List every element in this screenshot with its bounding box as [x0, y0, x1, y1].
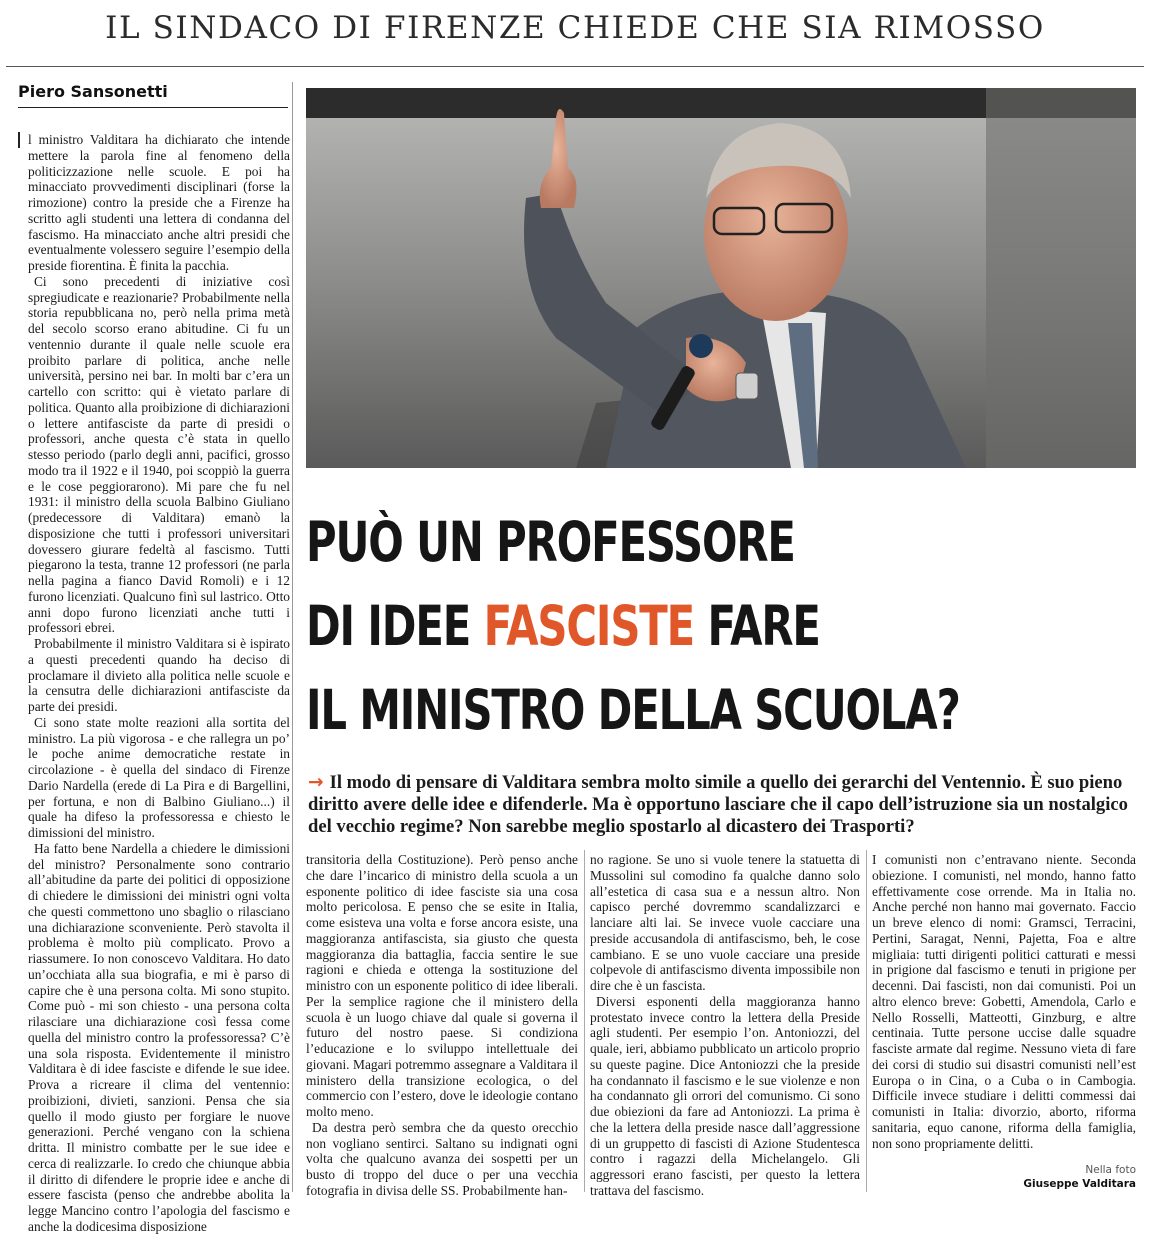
top-rule: [6, 66, 1144, 67]
article-column-1: [18, 132, 290, 1235]
paragraph: no ragione. Se uno si vuole tenere la statuetta di Mussolini sul comodino fa qualche danno solo all’estetica di casa sua e a nessun altro. Non capisco perché dovremmo scandalizzarci e lanciare alti lai. Se invece vuole cacciare una preside accusandola di antifascismo, beh, le cose cambiano. E se uno vuole cacciare una preside colpevole di antifascismo diventa impossibile non dire che è un fascista.: [590, 852, 860, 993]
column-divider: [292, 82, 293, 1192]
headline-text: DI IDEE: [306, 594, 484, 658]
paragraph: l ministro Valditara ha dichiarato che intende mettere la parola fine al fenomeno della politicizzazione nelle scuole. E poi ha minacciato provvedimenti disciplinari (forse la rimozione) contro la preside che a Firenze ha scritto agli studenti una lettera di condanna del fascismo. Ha minacciato anche altri presidi che eventualmente volessero seguire l’esempio della preside fiorentina. È finita la pacchia.: [28, 132, 290, 273]
headline-line-3: IL MINISTRO DELLA SCUOLA?: [306, 678, 960, 742]
author-rule: [18, 107, 288, 108]
article-column-2: [306, 852, 578, 1199]
column-divider: [584, 850, 585, 1192]
kicker: IL SINDACO DI FIRENZE CHIEDE CHE SIA RIMOSSO: [105, 10, 1045, 46]
article-column-3: [590, 852, 860, 1199]
photo-caption: [1023, 1163, 1136, 1191]
paragraph: Diversi esponenti della maggioranza hanno protestato invece contro la lettera della Preside agli studenti. Per esempio l’on. Antoniozzi, del quale, ieri, abbiamo pubblicato un articolo proprio su queste pagine. Dice Antoniozzi che la preside ha condannato il fascismo e le sue violenze e non ha condannato gli orrori del comunismo. Ci sono due obiezioni da fare ad Antoniozzi. La prima è che la lettera della preside nasce dall’aggressione di un gruppetto di fascisti di Azione Studentesca contro i ragazzi della Michelangelo. Gli aggressori erano fascisti, per questo la lettera trattava del fascismo.: [590, 993, 860, 1198]
subheadline: [308, 772, 1138, 838]
column-divider: [866, 850, 867, 1192]
paragraph: transitoria della Costituzione). Però penso anche che dare l’incarico di ministro della scuola a un esponente politico di idee fasciste sia una cosa molto pericolosa. E penso che se esite in Italia, come esisteva una volta e forse ancora esiste, una maggioranza antifascista, sia giusto che questa maggioranza dia battaglia, faccia sentire le sue ragioni e chieda e ottenga la sostituzione del ministro con un esponente politico di idee liberali. Per la semplice ragione che il ministero della scuola è un luogo chiave dal quale si governa il futuro del nostro paese. Si condiziona l’educazione e lo sviluppo intellettuale dei giovani. Magari potremmo assegnare a Valditara il ministero della transizione ecologica, o del commercio con l’estero, dove le ideologie contano molto meno.: [306, 852, 578, 1119]
photo-giuseppe-valditara: [306, 88, 1136, 468]
headline: [306, 500, 1142, 752]
headline-highlight: FASCISTE: [483, 594, 695, 658]
subheadline-text: Il modo di pensare di Valditara sembra molto simile a quello dei gerarchi del Ventennio. È suo pieno diritto avere delle idee e difenderle. Ma è opportuno lasciare che il capo dell’istruzione sia un nostalgico del vecchio regime? Non sarebbe meglio spostarlo al dicastero dei Trasporti?: [308, 772, 1128, 837]
caption-name: Giuseppe Valditara: [1023, 1178, 1136, 1190]
paragraph: I comunisti non c’entravano niente. Seconda obiezione. I comunisti, nel mondo, hanno fatto effettivamente cose orrende. Ma in Italia no. Anche perché non hanno mai governato. Faccio un breve elenco di nomi: Gramsci, Terracini, Pertini, Saragat, Nenni, Pajetta, Foa e altre migliaia: tutti dirigenti politici catturati e messi in prigione dal fascismo e tenuti in prigione per decenni. Dai fascisti, non dai comunisti. Poi un altro elenco breve: Gobetti, Amendola, Carlo e Nello Rosselli, Matteotti, Ginzburg, e altre centinaia. Tutte persone uccise dalle squadre fasciste armate dal regime. Nessuno vieta di fare dei corsi di studio sui disastri comunisti nell’est Europa o in Cina, o a Cuba o in Cambogia. Difficile invece studiare i delitti commessi dai comunisti in Italia: divorzio, aborto, riforma sanitaria, equo canone, riforma della famiglia, non sono propriamente delitti.: [872, 852, 1136, 1151]
paragraph: Ci sono precedenti di iniziative così spregiudicate e reazionarie? Probabilmente nella storia repubblicana no, però nella prima metà del secolo scorso erano abitudine. Ci fu un ventennio durante il quale nelle scuole era proibito parlare di politica, anche nelle università, persino nei bar. In molti bar c’era un cartello con scritto: qui è vietato parlare di politica. Quanto alla proibizione di dichiarazioni o lettere antifasciste da parte di presidi o professori, anche questa c’è stata in quello stesso periodo (parlo degli anni, pacifici, grosso modo tra il 1922 e il 1940, poi scoppiò la guerra e le cose peggiorarono). Mi pare che fu nel 1931: il ministro della scuola Balbino Giuliano (predecessore di Valditara) emanò la disposizione che tutti i professori universitari dovessero giurare fedeltà al fascismo. Tutti piegarono la testa, tranne 12 professori (ne parla nella pagina a fianco David Romoli) e i 12 furono licenziati. Qualcuno finì sul lastrico. Otto anni dopo furono licenziati anche tutti i professori ebrei.: [28, 273, 290, 636]
paragraph: Ha fatto bene Nardella a chiedere le dimissioni del ministro? Personalmente sono contrario all’abitudine da parte dei politici di opposizione di chiedere le dimissioni dei ministri ogni volta che questi commettono uno sbaglio o rilasciano una dichiarazione sconveniente. Però stavolta il problema è molto più complicato. Provo a riassumere. Io non conoscevo Valditara. Ho dato un’occhiata alla sua biografia, e mi è parso di capire che è una persona colta. Mi sono stupito. Come può - mi son chiesto - una persona colta rilasciare una dichiarazione così fessa come quella del ministro contro la professoressa? C’è una sola risposta. Evidentemente il ministro Valditara è di idee fasciste e difende le sue idee. Prova a ricreare il clima del ventennio: proibizioni, divieti, sanzioni. Pensa che sia quello il modo giusto per forgiare le nuove generazioni. Perché vengano con la schiena dritta. Il ministro combatte per le sue idee e cerca di realizzarle. Io credo che chiunque abbia il diritto di difendere le proprie idee e anche di essere fascista (penso che andrebbe abolita la legge Mancino contro l’apologia del fascismo e anche la dodicesima disposizione: [28, 840, 290, 1234]
speaker-photo-illustration: [306, 88, 1136, 468]
paragraph: Probabilmente il ministro Valditara si è ispirato a questi precedenti quando ha deciso di proclamare il divieto alla politica nelle scuole e la censutra delle dichiarazioni antifasciste da parte dei presidi.: [28, 636, 290, 714]
paragraph: Ci sono state molte reazioni alla sortita del ministro. La più vigorosa - e che rallegra un po’ le poche anime democratiche restate in circolazione - è quella del sindaco di Firenze Dario Nardella (erede di La Pira e di Bargellini, per fortuna, e non di Balbino Giuliano...) il quale ha difeso la professoressa e chiesto le dimissioni del ministro.: [28, 714, 290, 840]
article-column-4: [872, 852, 1136, 1151]
headline-line-1: PUÒ UN PROFESSORE: [306, 510, 795, 574]
caption-label: Nella foto: [1085, 1164, 1136, 1176]
arrow-right-icon: →: [308, 772, 324, 793]
paragraph: Da destra però sembra che da questo orecchio non vogliano sentirci. Saltano su indignati ogni volta che qualcuno avanza dei sospetti per un busto di troppo del duce o per una vecchia fotografia in divisa delle SS. Probabilmente han-: [306, 1119, 578, 1198]
author-name: Piero Sansonetti: [18, 82, 168, 101]
headline-line-2: [306, 584, 1142, 668]
headline-text: FARE: [694, 594, 820, 658]
